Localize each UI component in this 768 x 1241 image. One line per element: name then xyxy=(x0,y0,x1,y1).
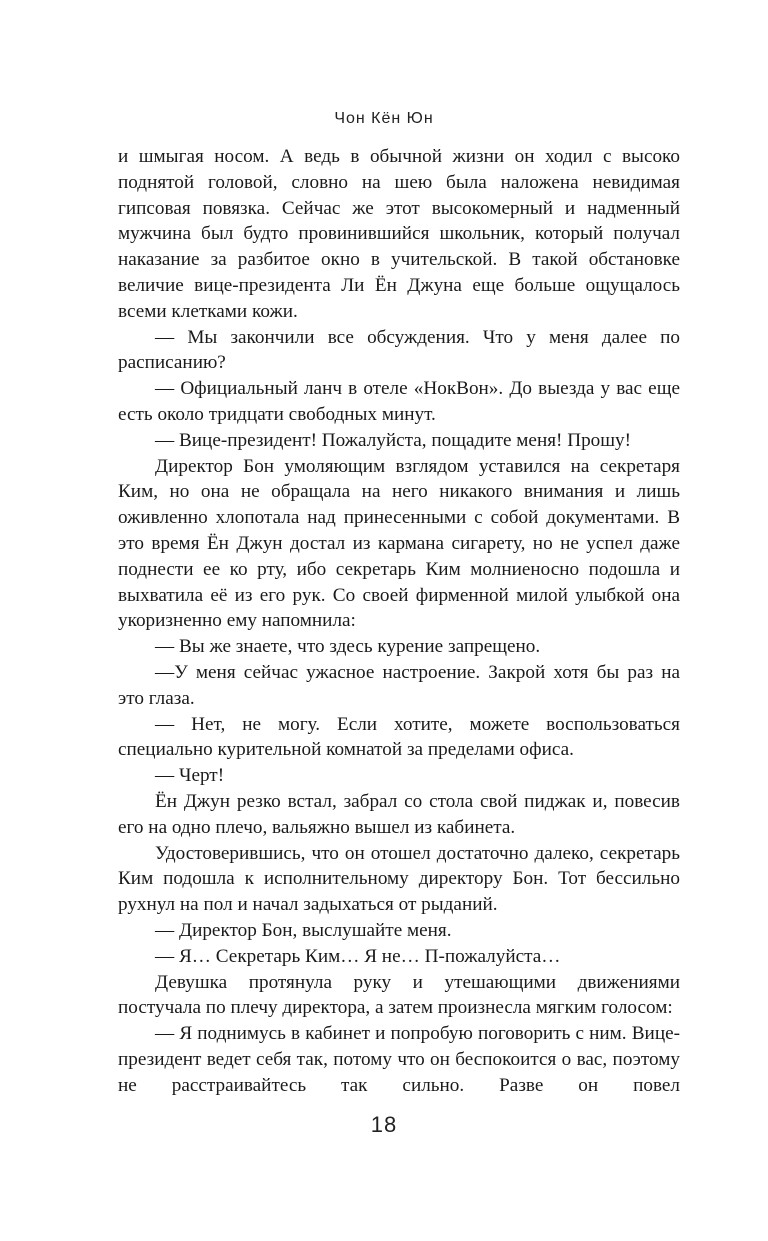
page-number: 18 xyxy=(370,1112,398,1137)
paragraph: — Я поднимусь в кабинет и попробую поговорить с ним. Вице-президент ведет себя так, потому что он беспокоится о вас, поэтому не расстраивайтесь так сильно. Разве он повел xyxy=(118,1023,680,1096)
running-head: Чон Кён Юн xyxy=(334,110,434,127)
paragraph: —У меня сейчас ужасное настроение. Закрой хотя бы раз на это глаза. xyxy=(118,661,680,709)
body-text xyxy=(118,144,680,1098)
paragraph: — Официальный ланч в отеле «НокВон». До выезда у вас еще есть около тридцати свободных минут. xyxy=(118,378,680,425)
paragraph: — Мы закончили все обсуждения. Что у меня далее по расписанию? xyxy=(118,326,680,374)
paragraph: Девушка протянула руку и утешающими движениями постучала по плечу директора, а затем произнесла мягким голосом: xyxy=(118,971,680,1019)
paragraph: Ён Джун резко встал, забрал со стола свой пиджак и, повесив его на одно плечо, вальяжно вышел из кабинета. xyxy=(118,790,680,838)
paragraph: — Нет, не могу. Если хотите, можете воспользоваться специально курительной комнатой за пределами офиса. xyxy=(118,713,680,761)
paragraph: Директор Бон умоляющим взглядом уставился на секретаря Ким, но она не обращала на него никакого внимания и лишь оживленно хлопотала над принесенными с собой документами. В это время Ён Джун достал из кармана сигарету, но не успел даже поднести ее ко рту, ибо секретарь Ким молниеносно подошла и выхватила её из его рук. Со своей фирменной милой улыбкой она укоризненно ему напомнила: xyxy=(118,455,680,632)
paragraph: — Черт! xyxy=(155,765,225,787)
paragraph: — Вице-президент! Пожалуйста, пощадите меня! Прошу! xyxy=(155,429,632,451)
paragraph: и шмыгая носом. А ведь в обычной жизни он ходил с высоко поднятой головой, словно на шею была наложена невидимая гипсовая повязка. Сейчас же этот высокомерный и надменный мужчина был будто провинившийся школьник, который получал наказание за разбитое окно в учительской. В такой обстановке величие вице-президента Ли Ён Джуна еще больше ощущалось всеми клетками кожи. xyxy=(118,146,680,322)
paragraph: — Директор Бон, выслушайте меня. xyxy=(155,919,452,941)
paragraph: — Я… Секретарь Ким… Я не… П-пожалуйста… xyxy=(155,945,561,967)
paragraph: Удостоверившись, что он отошел достаточно далеко, секретарь Ким подошла к исполнительному директору Бон. Тот бессильно рухнул на пол и начал задыхаться от рыданий. xyxy=(118,842,680,916)
paragraph: — Вы же знаете, что здесь курение запрещено. xyxy=(155,636,541,658)
